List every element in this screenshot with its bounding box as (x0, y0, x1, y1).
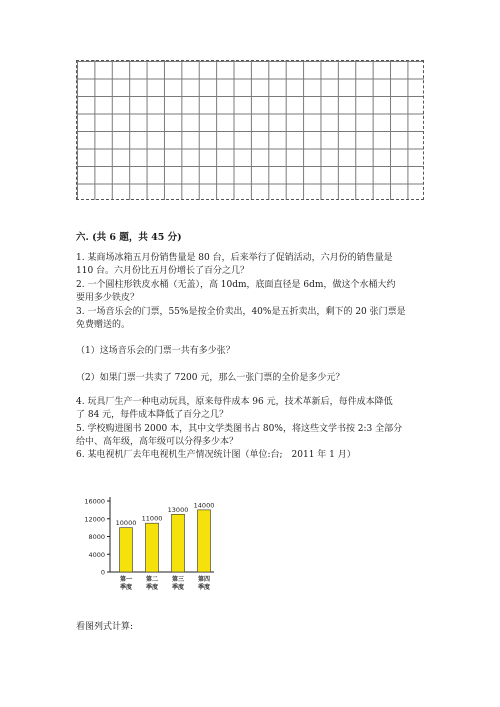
answer-grid (76, 60, 424, 200)
production-bar-chart (76, 488, 236, 613)
question-5-line-2: 给中、高年级，高年级可以分得多少本？ (76, 437, 239, 447)
category-label: 第一 (119, 576, 133, 583)
footer-instruction: 看图列式计算: (76, 622, 134, 632)
data-label: 10000 (115, 519, 137, 528)
bar (120, 528, 133, 572)
y-tick-label: 4000 (88, 550, 105, 559)
data-label: 11000 (141, 514, 163, 523)
category-label: 第四 (197, 576, 211, 583)
question-3-line-2: 免费赠送的。 (76, 320, 131, 330)
question-1-line-1: 1. 某商场冰箱五月份销售量是 80 台，后来举行了促销活动，六月份的销售量是 (76, 253, 393, 263)
question-4-line-1: 4. 玩具厂生产一种电动玩具，原来每件成本 96 元，技术革新后，每件成本降低 (76, 397, 393, 407)
bar (146, 523, 159, 572)
bar (172, 514, 185, 572)
category-label: 第三 (171, 576, 185, 583)
question-3-line-1: 3. 一场音乐会的门票，55%是按全价卖出，40%是五折卖出，剩下的 20 张门票是 (76, 307, 406, 317)
question-2-line-2: 要用多少铁皮？ (76, 293, 140, 303)
data-label: 14000 (193, 501, 215, 510)
question-5-line-1: 5. 学校购进图书 2000 本，其中文学类图书占 80%，将这些文学书按 2:3 全部分 (76, 424, 403, 434)
data-label: 13000 (167, 505, 189, 514)
y-tick-label: 0 (100, 568, 105, 577)
category-label: 第二 (145, 576, 159, 583)
y-tick-label: 12000 (84, 515, 105, 524)
category-label: 季度 (119, 584, 133, 591)
question-6-line: 6. 某电视机厂去年电视机生产情况统计图（单位:台; 2011 年 1 月） (76, 450, 356, 460)
question-3-sub-1: （1）这场音乐会的门票一共有多少张？ (76, 346, 235, 356)
section-title: 六. (共 6 题，共 45 分) (76, 232, 182, 243)
chart-svg (76, 488, 236, 613)
question-1-line-2: 110 台。六月份比五月份增长了百分之几？ (76, 266, 250, 276)
question-4-line-2: 了 84 元，每件成本降低了百分之几？ (76, 410, 229, 420)
question-3-sub-2: （2）如果门票一共卖了 7200 元，那么一张门票的全价是多少元？ (76, 373, 345, 383)
category-label: 季度 (171, 584, 185, 591)
y-tick-label: 8000 (88, 533, 105, 541)
question-2-line-1: 2. 一个圆柱形铁皮水桶（无盖），高 10dm，底面直径是 6dm，做这个水桶大约 (76, 280, 396, 290)
category-label: 季度 (145, 584, 159, 591)
bar (198, 510, 211, 572)
category-label: 季度 (197, 584, 211, 591)
y-tick-label: 16000 (84, 497, 105, 506)
